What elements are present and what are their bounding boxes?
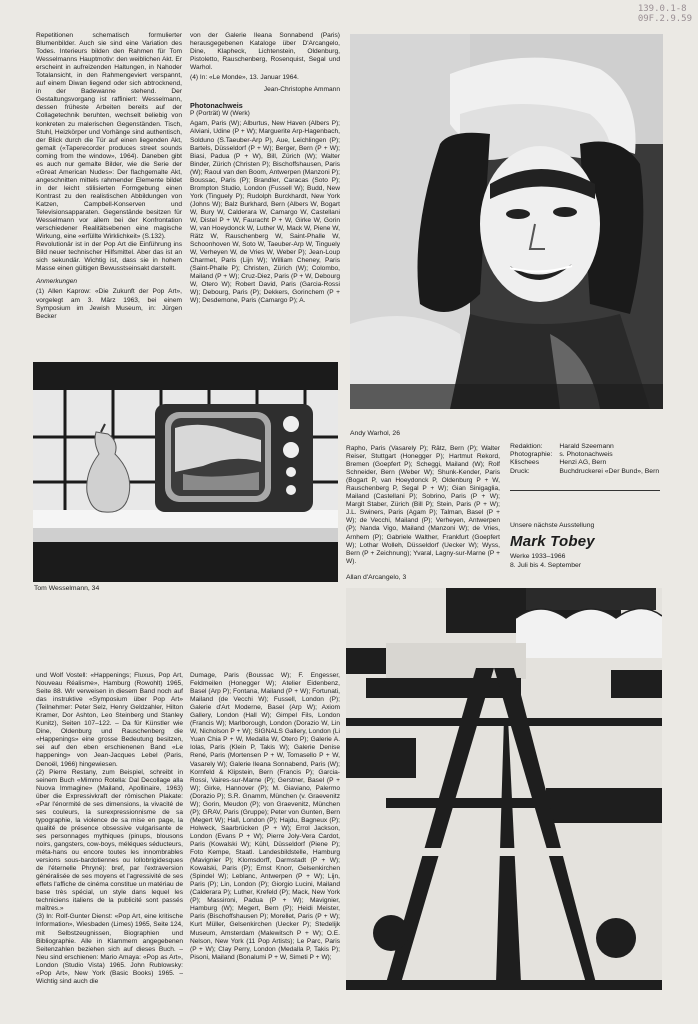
exhibition-works: Werke 1933–1966 [510, 553, 566, 560]
impressum-row [510, 443, 670, 451]
annotation-line-2: 09F.2.9.59 [637, 14, 692, 24]
warhol-halftone-portrait [350, 34, 663, 409]
footnote-4: (4) In: «Le Monde», 13. Januar 1964. [190, 74, 299, 82]
impressum-value: Harald Szeemann [559, 443, 614, 450]
impressum-row [510, 451, 670, 459]
andy-warhol-photo [350, 34, 663, 409]
darcangelo-road-painting [346, 588, 662, 990]
essay-paragraph: Revolutionär ist in der Pop Art die Einführung ins Bild neuer technischer Hilfsmittel. Aber das ist an sich sekundär. Wichtig ist, dass sie in hohem Masse einen gültigen Bewusstseinsakt darstellt. [36, 241, 182, 273]
impressum-row [510, 459, 670, 467]
darcangelo-photo [346, 588, 662, 990]
footnote-3: (3) In: Rolf-Gunter Dienst: «Pop Art, eine kritische Information», Wiesbaden (Limes) 1965, Seite 124, mit Selbstzeugnissen, Biographien und Bibliographie. Alle in Klammern angegebenen Seitenzahlen beziehen sich auf dieses Buch. – Neu sind erschienen: Mario Amaya: «Pop as Art», London (Studio Vista) 1965. John Rublowsky: «Pop Art», New York (Basic Books) 1965. – Wichtig sind auch die [36, 913, 183, 985]
impressum-value: s. Photonachweis [559, 451, 613, 459]
author-signature: Jean-Christophe Ammann [263, 86, 340, 94]
impressum-divider [510, 490, 660, 491]
impressum-label: Klischees [510, 459, 540, 467]
exhibition-dates: 8. Juli bis 4. September [510, 562, 582, 569]
impressum-value: Buchdruckerei «Der Bund», Bern [559, 467, 660, 475]
impressum-label: Redaktion: [510, 443, 543, 450]
impressum-table [510, 443, 670, 476]
photo-credits-column-bottom [190, 672, 340, 990]
warhol-caption: Andy Warhol, 26 [350, 430, 400, 437]
notes-heading: Anmerkungen [36, 278, 78, 286]
footnote-1: (1) Allen Kaprow: «Die Zukunft der Pop Art», vorgelegt am 3. März 1963, bei einem Symposium im Jewish Museum, in: Jürgen Becker [36, 288, 182, 320]
wesselmann-caption: Tom Wesselmann, 34 [34, 585, 100, 592]
photo-credits-heading: Photonachweis [190, 101, 243, 111]
exhibition-artist-name: Mark Tobey [510, 533, 595, 550]
impressum-value: Henzi AG, Bern [559, 459, 607, 467]
tom-wesselmann-photo [33, 362, 338, 582]
essay-column-2 [190, 32, 340, 360]
darcangelo-caption: Allan d'Arcangelo, 3 [346, 574, 407, 581]
impressum-label: Druck: [510, 467, 530, 475]
notes-continued: von der Galerie Ileana Sonnabend (Paris) herausgegebenen Kataloge über D'Arcangelo, Dine, Klapheck, Lichtenstein, Oldenburg, Pistoletto, Rauschenberg, Rosenquist, Segal und Warhol. [190, 32, 340, 72]
photo-credits-list: Agam, Paris (W); Alburtus, New Haven (Albers P); Alviani, Udine (P + W); Marguerite Arp-Hagenbach, Solduno (S.Taeuber-Arp P), Aue, Leichlingen (P); Bartels, Düsseldorf (P + W); Berger, Bern (P + W); Biasi, Padua (P + W), Bill, Zürich (W); Walter Binder, Zürich (Christen P); Bischoffshausen, Paris (W); Raoul van den Boom, Antwerpen (Manzoni P); Boussac, Paris (P); Brandler, Caracas (Soto P); Brompton Studio, London (Fussell W); Budd, New York (Tinguely P); Rudolph Burckhardt, New York (Johns W); Balz Burkhard, Bern (Albers W, Bogart W, Bury W, Calderara W, Camargo W, Castellani W, Distel P + W, Fauracht P + W, Girke W, Gorin W, van Hoeydonck W, Luther W, Mack W, Piene W, Rätz W, Rauschenberg W, Saint-Phalle W, Schoonhoven W, Soto W, Taeuber-Arp W, Tinguely W, Verheyen W, de Vries W, Weber P); Jean-Loup Charmet, Paris (Lijn W); William Cheney, Paris (Saint-Phalle P); Christen, Zürich (W); Colombo, Mailand (P + W); Cruz-Diez, Paris (P + W, Debourg W, Otero W); Robert David, Paris (Garcia-Rossi W); Debourg, Paris (P); Dekkers, Gorinchem (P + W); Desdemone, Paris (Camargo P); A. [190, 120, 340, 305]
photo-credits-list-bottom: Dumage, Paris (Boussac W); F. Engesser, Feldmeilen (Honegger W); Atelier Eidenbenz, Basel (Arp P); Fontana, Mailand (P + W); Fortunati, Mailand (de Vecchi W); Fussell, London (P); Galerie d'Art Moderne, Basel (Arp W); Axiom Gallery, London (Hall W); Gimpel Fils, London (Francis W); Marlborough, London (Dorazio W, Lin W, Nicholson P + W); SIGNALS Gallery, London (Li Yuan Chia P + W, Medalla W, Otero P); Galerie A. Iolas, Paris (Klein P, Takis W); Galerie Denise René, Paris (Mortensen P + W, Tomasello P + W, Vasarely W); Galerie Ileana Sonnabend, Paris (W); Kornfeld & Klipstein, Bern (Francis P); Garcia-Rossi, Vaires-sur-Marne (P); Gerstner, Basel (P + W); Girke, Hannover (P); M. Giaviano, Palermo (Dorazio P); S.R. Gnamm, München (v. Graevenitz W); Gorin, Meudon (P); von Graevenitz, München (P); GRAV, Paris (Gruppe); Peter von Gunten, Bern (Megert W); Hall, London (P); Hajdu, Bagneux (P); Holweck, Saarbrücken (P + W); Errol Jackson, London (Evans P + W); Pierre Joly-Vera Cardot, Paris (Kowalski W); Kühl, Düsseldorf (Piene P); Foto Kempe, Staatl. Landesbildstelle, Hamburg (Mavignier P); Klomsdorff, Darmstadt (P + W); Kowalski, Paris (P); Ernst Knorr, Gelsenkirchen (Spindel W); Leblanc, Antwerpen (P + W); Lijn, Paris (P); Lin, London (P); Giorgio Lucini, Mailand (Calderara P); Luther, Krefeld (P); Mack, New York (P); Massironi, Padua (P + W); Mavignier, Hamburg (W); Megert, Bern (P); Heidi Meister, Paris (Bischoffshausen P); Morellet, Paris (P + W); Kurt Müller, Gelsenkirchen (Uecker P); Stedelijk Museum, Amsterdam (Malewitsch P + W); O.E. Nelson, New York (11 Pop Artists); Le Parc, Paris (P + W); Clay Perry, London (Medalla P, Takis P); Pisoni, Mailand (Bonalumi P + W, Simeti P + W); [190, 672, 340, 961]
impressum-label: Photographie: [510, 451, 553, 459]
essay-column-1 [36, 32, 182, 360]
photo-credits-legend: P (Porträt) W (Werk) [190, 110, 250, 118]
essay-paragraph: Repetitionen schematisch formulierter Blumenbilder. Auch sie sind eine Variation des Todes. Interieurs bilden den Rahmen für Tom Wesselmanns Hauptmotiv: den weiblichen Akt. Er erscheint in aufreizenden Haltungen, in Nahoder Totalansicht, in den Rahmengeviert verspannt, auf einem Diwan liegend oder sich abtrocknend, in der Badewanne stehend. Der Gestaltungsvorgang ist raffiniert: Wesselmann, dessen früheste Arbeiten bereits auf der Collagetechnik beruhten, wechselt beliebig von konkreten zu malerischen Gegenständen. Tisch, Stuhl, Heizkörper und Vorhänge sind authentisch, der Blick durch die Tür auf einen liegenden Akt, gemalt («Taperecorder produces street sounds coming from the window», 1964). Daneben gibt es auch nur gemalte Bilder, wie die Serie der «Great American Nudes»: Der flachgemalte Akt, angeschnitten mittels rahmender Elemente bildet in der leicht stilisierten Formgebung einen Kontrast zu den realistischen Abbildungen von Katzen, Campbell-Konserven und Televisionsapparaten. Gegenstände besitzen für Wesselmann vor allem bei der Konfrontation verschiedener Realitätsebenen eine magische Wirkung, eine «erfüllte Wirklichkeit» (S.132). [36, 32, 182, 241]
wesselmann-still-life [33, 362, 338, 582]
next-exhibition-label: Unsere nächste Ausstellung [510, 522, 595, 529]
impressum-row [510, 468, 670, 476]
notes-column-bottom-1 [36, 672, 183, 990]
handwritten-annotation [638, 4, 692, 24]
annotation-line-1: 139.0.1-8 [637, 4, 687, 14]
photo-credits-continued [346, 445, 500, 570]
footnote-1-continued: und Wolf Vostell: «Happenings; Fluxus, Pop Art, Nouveau Réalisme», Hamburg (Rowohlt) 1965, Seite 88. Wir verweisen in diesem Band noch auf das instruktive «Symposium über Pop Art» (Teilnehmer: Peter Selz, Henry Geldzahler, Hilton Kramer, Dor Ashton, Leo Steinberg und Stanley Kunitz), Seiten 107–122. – Da für Künstler wie Dine, Oldenburg und Rauschenberg die «Happenings» eine grosse Bedeutung besitzen, sei auf den eben erschienenen Band «Le happening» von Jean-Jacques Lebel (Paris, Denoël, 1966) hingewiesen. [36, 672, 183, 768]
photo-credits-list-continued: Rapho, Paris (Vasarely P); Rätz, Bern (P); Walter Reiser, Stuttgart (Honegger P); Hartmut Rekord, Bremen (Goepfert P); Scheggi, Mailand (W); Rolf Schneider, Bern (Weber W); Shunk-Kender, Paris (Bogart P, van Hoeydonck P, Oldenburg P + W, Rauschenberg P, Segal P + W); Gian Sinigaglia, Mailand (Castellani P); Sobrino, Paris (P + W); Margit Staber, Zürich (Bill P); Stein, Paris (P + W); J.L. Swiners, Paris (Agam P); Talman, Basel (P + W); de Vecchi, Mailand (P); Verheyen, Antwerpen (P); Nanda Vigo, Mailand (Manzoni W); de Vries, Arnhem (P); Gabriele Walther, Frankfurt (Goepfert W); Lothar Wolleh, Düsseldorf (Uecker W); Wyss, Bern (P + Zeichnung); Yvaral, Lagny-sur-Marne (P + W). [346, 445, 500, 565]
footnote-2: (2) Pierre Restany, zum Beispiel, schreibt in seinem Buch «Mimmo Rotella: Dal Decollage alla Nuova Immagine» (Mailand, Apollinaire, 1963) über die Expressivkraft der römischen Plakate: «Par l'énormité de ses dimensions, la vivacité de ses couleurs, la surexpressionnisme de sa typographie, la violence de sa mise en page, la qualité de présence obsessive vulgarisante de ses personnages mythiques (pinups, blousons noirs, gangsters, cow-boys, méléques séducteurs, méta-hans ou encore toutes les innombrables versions sous-bardotiennes ou lollobrigidesques de l'éternelle Phryné): bref, par l'extraversion généralisée de ses moyens et l'agressivité de ses effets l'affiche de cinéma constitue un matériau de base très spécial, un style dans lequel les techniciens italiens de la publicité sont passés maîtres.» [36, 768, 183, 913]
